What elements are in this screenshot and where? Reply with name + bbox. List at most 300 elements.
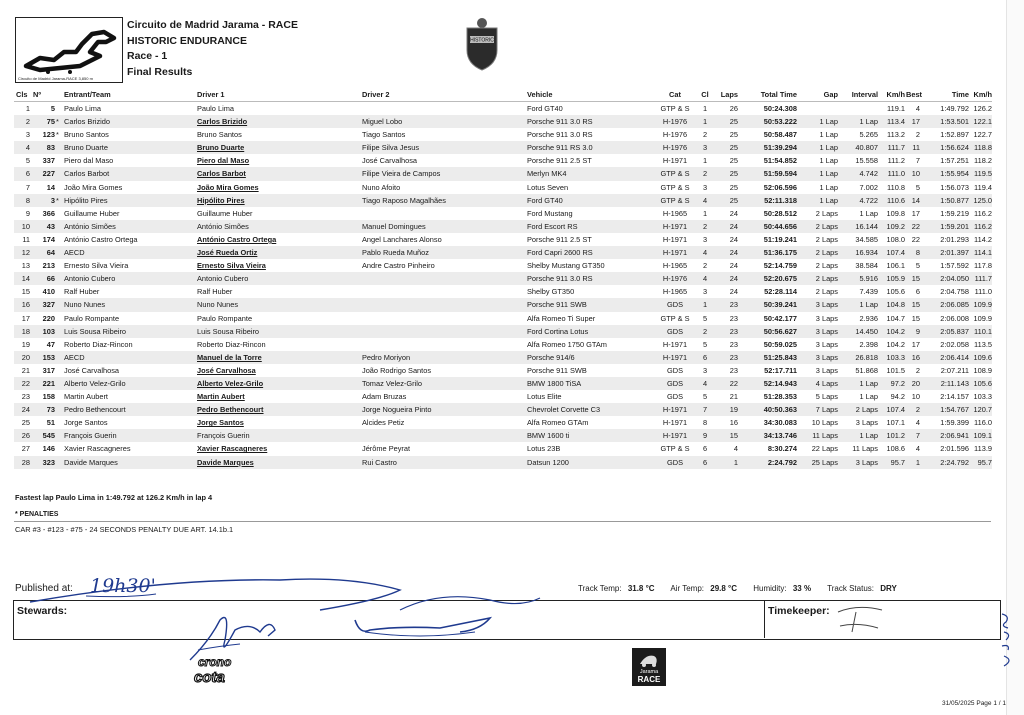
cell-d2: Filipe Silva Jesus (362, 143, 420, 153)
cell-best: 8 (915, 248, 920, 258)
cell-laps: 23 (729, 300, 738, 310)
cell-cl: 3 (702, 365, 708, 375)
cell-d2: Miguel Lobo (362, 117, 403, 127)
cell-time: 1:55.954 (940, 169, 969, 179)
cell-kmh: 111.2 (887, 156, 905, 166)
cell-d1: Xavier Rascagneres (197, 444, 268, 454)
cell-total: 51:19.241 (763, 234, 797, 244)
cell-time: 2:06.414 (940, 352, 969, 362)
table-row (14, 416, 992, 429)
cell-laps: 25 (729, 182, 738, 192)
cell-d1: Bruno Santos (197, 130, 242, 140)
col-gap: Gap (823, 90, 838, 99)
cell-kmh2: 118.2 (974, 156, 992, 166)
cell-vehicle: Porsche 911 RS 3.0 (527, 143, 593, 153)
cell-best: 10 (911, 169, 920, 179)
cell-cat: GDS (666, 300, 683, 310)
col-kmh-best: Km/h (973, 90, 992, 99)
cell-vehicle: Porsche 911 2.5 ST (527, 156, 592, 166)
cell-best: 7 (915, 431, 920, 441)
cell-no: 3 (50, 195, 55, 205)
cell-no: 220 (42, 313, 55, 323)
table-row (14, 456, 992, 469)
cell-interval: 2 Laps (855, 405, 878, 415)
cell-no: 221 (42, 378, 55, 388)
historic-crest-logo (464, 16, 500, 77)
cell-kmh2: 110.1 (974, 326, 992, 336)
cell-interval: 11 Laps (852, 444, 878, 454)
humidity-value: 33 % (792, 584, 812, 593)
cell-d2: Angel Lanchares Alonso (362, 234, 442, 244)
cell-kmh2: 116.2 (974, 221, 992, 231)
cell-kmh: 107.4 (886, 248, 905, 258)
cell-cl: 4 (702, 274, 708, 284)
cell-no: 73 (46, 405, 55, 415)
cell-no: 103 (42, 326, 55, 336)
cell-best: 1 (915, 457, 920, 467)
cell-time: 2:02.058 (940, 339, 969, 349)
cell-d1: Luis Sousa Ribeiro (197, 326, 260, 336)
cell-cl: 6 (702, 457, 708, 467)
cell-vehicle: Porsche 914/6 (527, 352, 575, 362)
cell-kmh: 109.2 (886, 221, 905, 231)
cell-d1: José Rueda Ortiz (197, 248, 258, 258)
cell-cls: 25 (21, 418, 30, 428)
cell-d2: Tiago Raposo Magalhães (362, 195, 446, 205)
cell-cls: 4 (25, 143, 30, 153)
table-header-row (14, 88, 992, 102)
cell-laps: 26 (729, 104, 738, 113)
cell-kmh: 111.0 (887, 169, 905, 179)
cell-cat: H-1965 (662, 287, 688, 297)
cell-vehicle: Ford Capri 2600 RS (527, 248, 593, 258)
cell-gap: 3 Laps (815, 365, 838, 375)
cell-cl: 2 (702, 130, 708, 140)
cell-d2: Pablo Rueda Muñoz (362, 248, 429, 258)
cell-total: 52:20.675 (763, 274, 797, 284)
cell-gap: 2 Laps (815, 221, 838, 231)
cell-entrant: Bruno Duarte (64, 143, 108, 153)
cell-d1: António Simões (197, 221, 249, 231)
cell-best: 17 (911, 339, 920, 349)
cell-cat: H-1971 (662, 221, 688, 231)
cell-time: 1:56.073 (940, 182, 969, 192)
cell-cls: 24 (21, 405, 30, 415)
table-row (14, 259, 992, 272)
cell-d2: Jorge Nogueira Pinto (362, 405, 432, 415)
cell-no: 43 (46, 221, 55, 231)
cell-time: 2:11.143 (940, 378, 969, 388)
cell-interval: 14.450 (855, 326, 878, 336)
cell-interval: 7.002 (859, 182, 878, 192)
cell-vehicle: Porsche 911 3.0 RS (527, 130, 593, 140)
cell-cl: 6 (702, 444, 708, 454)
cell-interval: 3 Laps (855, 457, 878, 467)
cell-best: 9 (915, 326, 920, 336)
cell-vehicle: Alfa Romeo Ti Super (527, 313, 596, 323)
cell-d1: Paulo Lima (197, 104, 234, 113)
cell-best: 2 (915, 130, 920, 140)
cell-best: 15 (911, 300, 920, 310)
cell-cls: 3 (25, 130, 30, 140)
cell-time: 2:06.008 (940, 313, 969, 323)
cell-time: 2:01.596 (940, 444, 969, 454)
cell-kmh: 113.2 (887, 130, 905, 140)
cell-no: 153 (42, 352, 55, 362)
cell-entrant: António Simões (64, 221, 116, 231)
cell-kmh2: 114.1 (974, 248, 992, 258)
cell-no: 337 (42, 156, 55, 166)
cell-entrant: João Mira Gomes (64, 182, 123, 192)
cell-entrant: José Carvalhosa (64, 365, 120, 375)
cell-d2: Jérôme Peyrat (362, 444, 411, 454)
stewards-signatures (20, 570, 580, 680)
cell-gap: 10 Laps (811, 418, 838, 428)
cell-d1: José Carvalhosa (197, 365, 256, 375)
cell-cl: 5 (702, 339, 708, 349)
track-status-value: DRY (880, 584, 897, 593)
cell-gap: 2 Laps (815, 261, 838, 271)
table-row (14, 207, 992, 220)
cell-kmh2: 122.7 (973, 130, 992, 140)
penalties-divider (14, 521, 991, 522)
cell-kmh: 107.4 (886, 405, 905, 415)
cell-laps: 1 (733, 457, 738, 467)
cell-laps: 22 (729, 378, 738, 388)
cell-laps: 15 (729, 431, 738, 441)
cell-cat: GTP & S (660, 444, 690, 454)
cell-entrant: Guillaume Huber (64, 208, 120, 218)
cell-cl: 6 (702, 352, 708, 362)
cell-interval: 40.807 (855, 143, 878, 153)
air-temp-value: 29.8 °C (710, 584, 738, 593)
cell-total: 51:28.353 (763, 392, 797, 402)
cell-cat: GDS (666, 378, 683, 388)
cell-best: 2 (915, 405, 920, 415)
cell-entrant: Paulo Rompante (64, 313, 120, 323)
cell-kmh: 111.7 (887, 143, 905, 153)
cell-kmh2: 114.2 (974, 234, 992, 244)
cell-cl: 5 (702, 392, 708, 402)
cell-laps: 25 (729, 143, 738, 153)
cell-cat: H-1971 (662, 339, 688, 349)
cell-laps: 23 (729, 313, 738, 323)
cell-no: 83 (46, 143, 55, 153)
cell-kmh: 104.8 (886, 300, 905, 310)
cell-d2: Nuno Afoito (362, 182, 401, 192)
margin-handwriting (992, 610, 1022, 670)
cell-total: 52:14.759 (763, 261, 797, 271)
col-no: Nº (33, 90, 42, 99)
cell-cat: GTP & S (660, 182, 690, 192)
cell-kmh: 108.0 (886, 234, 905, 244)
cell-total: 52:06.596 (763, 182, 797, 192)
cell-kmh2: 105.6 (973, 378, 992, 388)
cell-kmh: 108.6 (886, 444, 905, 454)
track-caption: Circuito de Madrid Jarama-RACE 3,850 m (18, 76, 93, 81)
air-temp-label: Air Temp: (670, 584, 705, 593)
cell-d1: Davide Marques (197, 457, 254, 467)
cell-time: 2:06.085 (940, 300, 969, 310)
cell-cls: 27 (21, 444, 30, 454)
cell-d1: António Castro Ortega (197, 234, 277, 244)
cell-kmh2: 119.5 (974, 169, 992, 179)
cell-kmh: 104.2 (886, 339, 905, 349)
result-rows (14, 102, 992, 469)
col-cls: Cls (16, 90, 28, 99)
race-car-icon (632, 648, 666, 670)
cell-kmh: 97.2 (890, 378, 905, 388)
cell-interval: 2.936 (859, 313, 878, 323)
cell-entrant: François Guerin (64, 431, 117, 441)
cell-no: 213 (42, 261, 55, 271)
cell-kmh: 106.1 (886, 261, 905, 271)
cell-entrant: Antonio Cubero (64, 274, 116, 284)
cell-best: 6 (915, 287, 920, 297)
cell-cl: 5 (702, 313, 708, 323)
cell-d2: Tomaz Velez-Grilo (362, 378, 422, 388)
cell-cls: 21 (21, 365, 30, 375)
cell-vehicle: Merlyn MK4 (527, 169, 567, 179)
cell-total: 50:28.512 (763, 208, 797, 218)
table-row (14, 102, 992, 115)
cell-cls: 19 (21, 339, 30, 349)
cell-vehicle: Porsche 911 3.0 RS (527, 274, 593, 284)
table-row (14, 403, 992, 416)
cell-laps: 25 (729, 130, 738, 140)
cell-gap: 1 Lap (819, 130, 838, 140)
table-row (14, 442, 992, 455)
cell-cl: 2 (702, 261, 708, 271)
cell-cls: 23 (21, 392, 30, 402)
svg-text:crono: crono (198, 655, 232, 669)
cell-total: 34:13.746 (763, 431, 797, 441)
cell-entrant: António Castro Ortega (64, 234, 138, 244)
cell-d1: François Guerin (197, 431, 250, 441)
penalties-title: * PENALTIES (15, 511, 59, 518)
cell-total: 52:28.114 (764, 287, 797, 297)
cell-laps: 24 (729, 274, 738, 284)
cell-laps: 24 (729, 248, 738, 258)
cell-d1: Carlos Barbot (197, 169, 246, 179)
cell-d1: Nuno Nunes (197, 300, 239, 310)
cell-gap: 5 Laps (815, 392, 838, 402)
cell-cls: 18 (21, 326, 30, 336)
table-row (14, 154, 992, 167)
crest-text: HISTORIC (470, 37, 494, 44)
cell-kmh: 107.1 (886, 418, 905, 428)
cell-d1: Martin Aubert (197, 392, 245, 402)
cell-cat: H-1971 (662, 405, 688, 415)
table-row (14, 181, 992, 194)
cell-cat: H-1976 (662, 143, 688, 153)
cell-cls: 15 (21, 287, 30, 297)
cell-laps: 23 (729, 352, 738, 362)
cell-kmh2: 119.4 (974, 182, 992, 192)
timekeeper-label: Timekeeper: (768, 605, 830, 617)
cell-laps: 4 (733, 444, 738, 454)
cell-cls: 10 (21, 221, 30, 231)
cell-no: 327 (42, 300, 55, 310)
cell-d2: João Rodrigo Santos (362, 365, 432, 375)
table-row (14, 338, 992, 351)
cell-cl: 3 (702, 143, 708, 153)
svg-text:cota: cota (194, 669, 225, 686)
cell-kmh: 113.4 (887, 117, 905, 127)
cell-laps: 23 (729, 365, 738, 375)
cell-kmh2: 109.1 (973, 431, 992, 441)
cell-laps: 25 (729, 117, 738, 127)
cell-best: 7 (915, 156, 920, 166)
cell-time: 2:24.792 (940, 457, 969, 467)
table-row (14, 233, 992, 246)
cell-cl: 1 (702, 117, 708, 127)
cell-entrant: Hipólito Pires (64, 195, 108, 205)
crono-cota-logo (192, 654, 262, 691)
cell-interval: 1 Lap (859, 117, 878, 127)
cell-kmh2: 118.8 (974, 143, 992, 153)
col-entrant: Entrant/Team (64, 90, 111, 99)
cell-vehicle: Shelby Mustang GT350 (527, 261, 605, 271)
cell-d2: José Carvalhosa (362, 156, 418, 166)
cell-interval: 7.439 (859, 287, 878, 297)
cell-entrant: Luis Sousa Ribeiro (64, 326, 127, 336)
cell-best: 20 (911, 378, 920, 388)
document-date-page: 31/05/2025 Page 1 / 1 (942, 700, 1006, 707)
cell-kmh2: 120.7 (973, 405, 992, 415)
cell-best: 17 (911, 208, 920, 218)
cell-cls: 1 (25, 104, 30, 113)
table-row (14, 325, 992, 338)
cell-kmh2: 108.9 (973, 365, 992, 375)
cell-d1: Manuel de la Torre (197, 352, 262, 362)
cell-total: 50:24.308 (763, 104, 797, 113)
cell-time: 2:05.837 (940, 326, 969, 336)
cell-gap: 2 Laps (815, 234, 838, 244)
track-temp-label: Track Temp: (578, 584, 622, 593)
cell-total: 34:30.083 (763, 418, 797, 428)
cell-cat: GTP & S (660, 195, 690, 205)
cell-kmh2: 109.9 (973, 313, 992, 323)
race-text: RACE (637, 675, 661, 684)
cell-entrant: Carlos Barbot (64, 169, 110, 179)
cell-d1: João Mira Gomes (197, 182, 259, 192)
cell-entrant: Martin Aubert (64, 392, 108, 402)
timekeeper-signature (828, 600, 898, 640)
cell-interval: 1 Lap (859, 208, 878, 218)
cell-cls: 20 (21, 352, 30, 362)
cell-interval: 34.585 (855, 234, 878, 244)
cell-entrant: Ralf Huber (64, 287, 100, 297)
cell-gap: 25 Laps (811, 457, 838, 467)
cell-kmh2: 126.2 (973, 104, 992, 113)
cell-total: 50:53.222 (763, 117, 797, 127)
cell-total: 50:44.656 (763, 221, 797, 231)
cell-cat: H-1971 (662, 418, 688, 428)
cell-vehicle: Ford GT40 (527, 195, 563, 205)
cell-pen: * (56, 117, 59, 127)
cell-cl: 1 (702, 156, 708, 166)
cell-gap: 1 Lap (819, 195, 838, 205)
cell-d1: Piero dal Maso (197, 156, 250, 166)
cell-d1: Alberto Velez-Grilo (197, 378, 264, 388)
fastest-lap-note: Fastest lap Paulo Lima in 1:49.792 at 126.2 Km/h in lap 4 (15, 493, 213, 502)
cell-cls: 5 (25, 156, 30, 166)
svg-text:19h30': 19h30' (90, 575, 156, 597)
cell-vehicle: Ford Escort RS (527, 221, 578, 231)
col-driver1: Driver 1 (197, 90, 225, 99)
cell-interval: 16.144 (855, 221, 878, 231)
cell-cl: 2 (702, 169, 708, 179)
cell-d2: Tiago Santos (362, 130, 406, 140)
cell-interval: 51.868 (855, 365, 878, 375)
cell-time: 1:54.767 (940, 405, 969, 415)
cell-cat: H-1971 (662, 352, 688, 362)
cell-d2: Rui Castro (362, 457, 397, 467)
cell-cat: H-1976 (662, 274, 688, 284)
cell-best: 5 (915, 182, 920, 192)
cell-total: 50:58.487 (763, 130, 797, 140)
cell-kmh2: 117.8 (974, 261, 992, 271)
stewards-label: Stewards: (17, 605, 68, 617)
cell-time: 1:59.399 (940, 418, 969, 428)
cell-kmh: 101.2 (886, 431, 905, 441)
cell-total: 51:59.594 (763, 169, 797, 179)
cell-laps: 16 (729, 418, 738, 428)
cell-d2: Pedro Moriyon (362, 352, 411, 362)
cell-kmh2: 125.0 (973, 195, 992, 205)
cell-cl: 2 (702, 326, 708, 336)
cell-pen: * (56, 130, 59, 140)
humidity-label: Humidity: (753, 584, 787, 593)
cell-cat: H-1971 (662, 248, 688, 258)
cell-d1: Bruno Duarte (197, 143, 245, 153)
cell-best: 14 (911, 195, 920, 205)
cell-vehicle: Datsun 1200 (527, 457, 569, 467)
cell-time: 2:04.758 (940, 287, 969, 297)
cell-entrant: AECD (64, 352, 85, 362)
cell-total: 50:39.241 (763, 300, 797, 310)
cell-laps: 25 (729, 156, 738, 166)
cell-cat: H-1971 (662, 156, 688, 166)
cell-interval: 1 Lap (859, 300, 878, 310)
cell-cl: 4 (702, 248, 708, 258)
cell-cat: GDS (666, 457, 683, 467)
cell-gap: 1 Lap (819, 156, 838, 166)
cell-kmh: 104.2 (886, 326, 905, 336)
cell-d1: Pedro Bethencourt (197, 405, 264, 415)
cell-kmh2: 109.6 (973, 352, 992, 362)
cell-vehicle: Ford Mustang (527, 208, 573, 218)
col-best: Best (906, 90, 923, 99)
cell-total: 52:11.318 (764, 195, 797, 205)
table-row (14, 141, 992, 154)
cell-entrant: Nuno Nunes (64, 300, 106, 310)
cell-kmh2: 109.9 (973, 300, 992, 310)
cell-interval: 15.558 (855, 156, 878, 166)
cell-best: 4 (915, 104, 920, 113)
cell-kmh2: 113.5 (974, 339, 992, 349)
table-row (14, 285, 992, 298)
jarama-race-logo (632, 648, 666, 686)
cell-total: 52:14.943 (763, 378, 797, 388)
cell-best: 5 (915, 261, 920, 271)
cell-no: 158 (42, 392, 55, 402)
cell-no: 123 (42, 130, 55, 140)
cell-best: 22 (911, 234, 920, 244)
cell-best: 10 (911, 392, 920, 402)
cell-d1: Guillaume Huber (197, 208, 253, 218)
